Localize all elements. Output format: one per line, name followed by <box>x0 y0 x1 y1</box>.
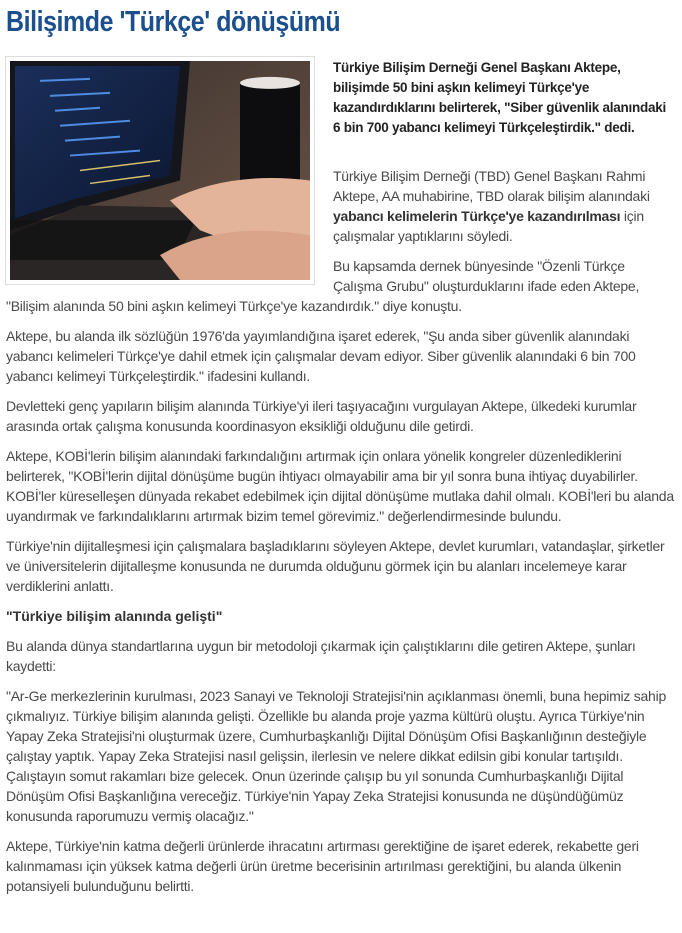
paragraph: Türkiye'nin dijitalleşmesi için çalışmalara başladıklarını söyleyen Aktepe, devlet kurumları, vatandaşlar, şirketler ve üniversitelerin dijitalleşme konusunda ne durumda olduğunu görmek için bu alanları incelemeye karar verdiklerini anlattı. <box>6 538 665 594</box>
paragraph: Aktepe, Türkiye'nin katma değerli ürünlerde ihracatını artırması gerektiğine de işaret ederek, rekabette geri kalınmaması için yüksek katma değerli ürün üretme becerisinin artırılması gerektiğini, bu alanda ülkenin potansiyeli bulunduğunu belirtti. <box>6 838 639 894</box>
paragraph: Devletteki genç yapıların bilişim alanında Türkiye'yi ileri taşıyacağını vurgulayan Aktepe, ülkedeki kurumlar arasında ortak çalışma konusunda koordinasyon eksikliği olduğunu dile getirdi. <box>6 398 637 434</box>
paragraph: Bu kapsamda dernek bünyesinde "Özenli Türkçe Çalışma Grubu" oluşturduklarını ifade eden Aktepe, "Bilişim alanında 50 bini aşkın kelimeyi Türkçe'ye kazandırdık." diye konuştu. <box>6 258 640 314</box>
subheading: "Türkiye bilişim alanında gelişti" <box>6 608 223 624</box>
article-photo <box>5 56 315 285</box>
laptop-photo-image <box>10 61 310 280</box>
paragraph: Bu alanda dünya standartlarına uygun bir metodoloji çıkarmak için çalıştıklarını dile getiren Aktepe, şunları kaydetti: <box>6 638 636 674</box>
bold-text: yabancı kelimelerin Türkçe'ye kazandırılması <box>333 208 621 224</box>
article-title: Bilişimde 'Türkçe' dönüşümü <box>6 6 341 38</box>
article-lead: Türkiye Bilişim Derneği Genel Başkanı Aktepe, bilişimde 50 bini aşkın kelimeyi Türkçe'ye kazandırdıklarını belirterek, "Siber güvenlik alanındaki 6 bin 700 yabancı kelimeyi Türkçeleştirdik." dedi. <box>333 60 667 135</box>
paragraph: Aktepe, bu alanda ilk sözlüğün 1976'da yayımlandığına işaret ederek, "Şu anda siber güvenlik alanındaki yabancı kelimeleri Türkçe'ye dahil etmek için çalışmalar devam ediyor. Siber güvenlik alanındaki 6 bin 700 yabancı kelimeyi Türkçeleştirdik." ifadesini kullandı. <box>6 328 636 384</box>
text: Türkiye Bilişim Derneği (TBD) Genel Başkanı Rahmi Aktepe, AA muhabirine, TBD olarak bilişim alanındaki <box>333 168 650 204</box>
quote-paragraph: "Ar-Ge merkezlerinin kurulması, 2023 Sanayi ve Teknoloji Stratejisi'nin açıklanması önemli, buna hepimiz sahip çıkmalıyız. Türkiye bilişim alanında gelişti. Özellikle bu alanda proje yazma kültürü oluştu. Ayrıca Türkiye'nin Yapay Zeka Stratejisi'ni oluşturmak üzere, Cumhurbaşkanlığı Dijital Dönüşüm Ofisi Başkanlığının desteğiyle çalıştay yaptık. Yapay Zeka Stratejisi nasıl gelişsin, ilerlesin ve nelere dikkat edilsin gibi konular tartışıldı. Çalıştayın somut rakamları bize gelecek. Onun üzerinde çalışıp bu yıl sonunda Cumhurbaşkanlığı Dijital Dönüşüm Ofisi Başkanlığına vereceğiz. Türkiye'nin Yapay Zeka Stratejisi konusunda ne düşündüğümüz konusunda raporumuzu vermiş olacağız." <box>6 688 666 824</box>
text: için çalışmalar yaptıklarını söyledi. <box>333 208 644 244</box>
paragraph: Aktepe, KOBİ'lerin bilişim alanındaki farkındalığını artırmak için onlara yönelik kongreler düzenlediklerini belirterek, "KOBİ'lerin dijital dönüşüme bugün ihtiyacı olmayabilir ama bir yıl sonra buna ihtiyaç duyabilirler. KOBİ'ler küreselleşen dünyada rekabet edebilmek için dijital dönüşüme mutlaka dahil olmalı. KOBİ'leri bu alanda uyandırmak ve farkındalıklarını artırmak bizim temel görevimiz." değerlendirmesinde bulundu. <box>6 448 674 524</box>
